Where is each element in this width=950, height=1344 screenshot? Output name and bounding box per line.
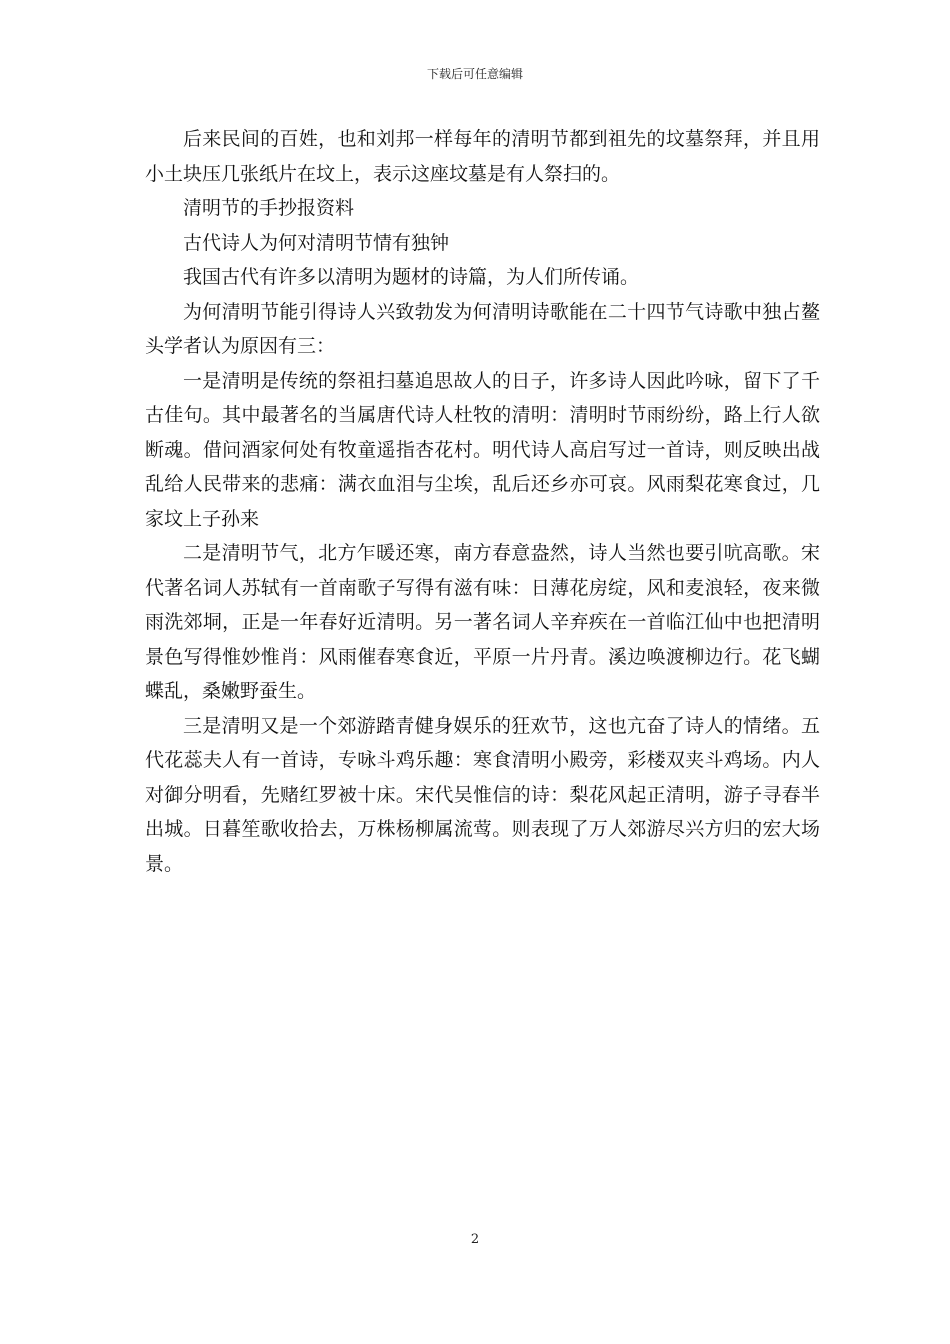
paragraph: 三是清明又是一个郊游踏青健身娱乐的狂欢节，这也亢奋了诗人的情绪。五代花蕊夫人有一首诗，专咏斗鸡乐趣：寒食清明小殿旁，彩楼双夹斗鸡场。内人对御分明看，先赌红罗被十床。宋代吴惟信的诗：梨花风起正清明，游子寻春半出城。日暮笙歌收拾去，万株杨柳属流莺。则表现了万人郊游尽兴方归的宏大场景。 bbox=[145, 714, 820, 875]
paragraph: 后来民间的百姓，也和刘邦一样每年的清明节都到祖先的坟墓祭拜，并且用小土块压几张纸片在坟上，表示这座坟墓是有人祭扫的。 bbox=[145, 128, 820, 185]
paragraph: 为何清明节能引得诗人兴致勃发为何清明诗歌能在二十四节气诗歌中独占鳌头学者认为原因有三： bbox=[145, 300, 820, 357]
section-heading: 古代诗人为何对清明节情有独钟 bbox=[183, 231, 450, 254]
paragraph: 我国古代有许多以清明为题材的诗篇，为人们所传诵。 bbox=[183, 266, 640, 288]
paragraph: 二是清明节气，北方乍暖还寒，南方春意盎然，诗人当然也要引吭高歌。宋代著名词人苏轼有一首南歌子写得有滋有味：日薄花房绽，风和麦浪轻，夜来微雨洗郊垌，正是一年春好近清明。另一著名词人辛弃疾在一首临江仙中也把清明景色写得惟妙惟肖：风雨催春寒食近，平原一片丹青。溪边唤渡柳边行。花飞蝴蝶乱，桑嫩野蚕生。 bbox=[145, 542, 820, 702]
document-body bbox=[145, 122, 820, 881]
section-heading: 清明节的手抄报资料 bbox=[183, 197, 355, 219]
page-number: 2 bbox=[470, 1232, 480, 1247]
paragraph: 一是清明是传统的祭祖扫墓追思故人的日子，许多诗人因此吟咏，留下了千古佳句。其中最著名的当属唐代诗人杜牧的清明：清明时节雨纷纷，路上行人欲断魂。借问酒家何处有牧童遥指杏花村。明代诗人高启写过一首诗，则反映出战乱给人民带来的悲痛：满衣血泪与尘埃，乱后还乡亦可哀。风雨梨花寒食过，几家坟上子孙来 bbox=[145, 369, 820, 530]
page-header: 下载后可任意编辑 bbox=[426, 67, 523, 81]
